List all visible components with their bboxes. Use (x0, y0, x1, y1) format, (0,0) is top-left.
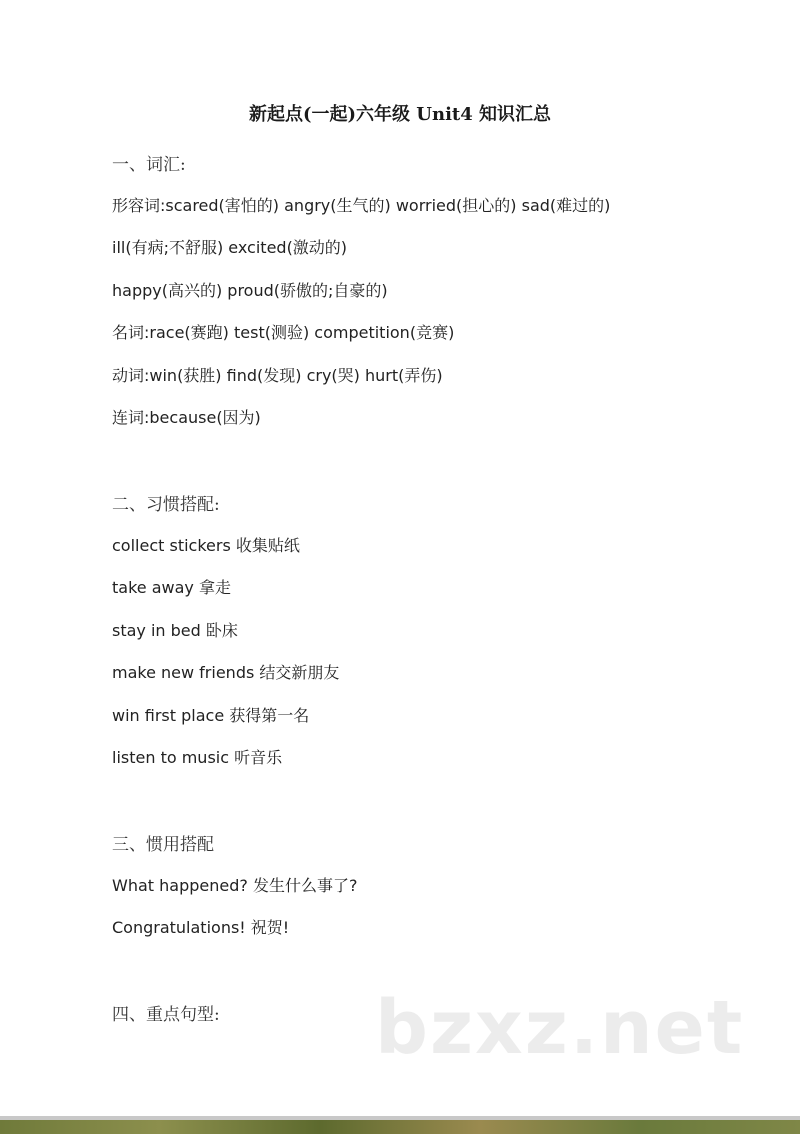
background-strip (0, 1120, 800, 1134)
habit-line-4: make new friends 结交新朋友 (112, 663, 340, 682)
section-heading-habit-collocations: 二、习惯搭配: (112, 495, 220, 515)
vocab-line-adjectives-2: ill(有病;不舒服) excited(激动的) (112, 238, 348, 257)
idiom-line-1: What happened? 发生什么事了? (112, 876, 358, 895)
vocab-line-adjectives: 形容词:scared(害怕的) angry(生气的) worried(担心的) sad(难过的) (112, 196, 611, 215)
vocab-line-nouns: 名词:race(赛跑) test(测验) competition(竞赛) (112, 323, 455, 342)
habit-line-6: listen to music 听音乐 (112, 748, 283, 767)
vocab-line-adjectives-3: happy(高兴的) proud(骄傲的;自豪的) (112, 281, 388, 300)
watermark-logo: bzxz.net (375, 985, 745, 1071)
section-heading-idioms: 三、惯用搭配 (112, 835, 214, 855)
habit-line-3: stay in bed 卧床 (112, 621, 238, 640)
vocab-line-verbs: 动词:win(获胜) find(发现) cry(哭) hurt(弄伤) (112, 366, 443, 385)
habit-line-2: take away 拿走 (112, 578, 231, 597)
section-heading-key-sentences: 四、重点句型: (112, 1005, 220, 1025)
document-title: 新起点(一起)六年级 Unit4 知识汇总 (248, 104, 552, 125)
habit-line-5: win first place 获得第一名 (112, 706, 310, 725)
idiom-line-2: Congratulations! 祝贺! (112, 918, 290, 937)
vocab-line-conjunctions: 连词:because(因为) (112, 408, 261, 427)
habit-line-1: collect stickers 收集贴纸 (112, 536, 300, 555)
section-heading-vocabulary: 一、词汇: (112, 155, 186, 175)
